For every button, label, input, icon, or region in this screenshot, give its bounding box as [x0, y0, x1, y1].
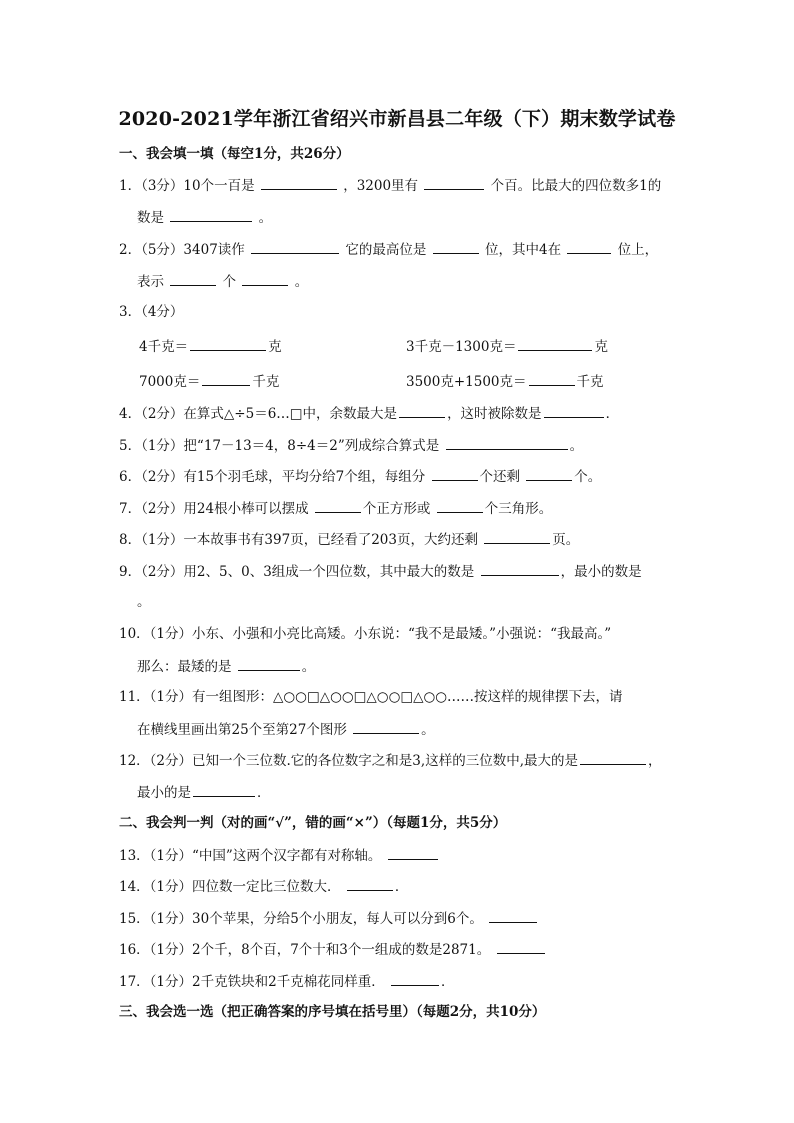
answer-blank[interactable]: [432, 468, 478, 481]
question-17: [119, 973, 455, 990]
question-text: 4千克＝: [139, 339, 189, 355]
question-text: 。: [258, 210, 273, 226]
question-text: 它的最高位是: [345, 242, 427, 258]
question-text: 。: [301, 659, 316, 675]
question-text: ，这时被除数是: [447, 406, 542, 422]
answer-blank[interactable]: [518, 338, 592, 351]
answer-blank[interactable]: [238, 658, 300, 671]
question-text: 2．（5分）3407读作: [119, 242, 245, 258]
question-text: 17．（1分）2千克铁块和2千克棉花同样重．: [119, 974, 385, 990]
question-1-line-1: [119, 177, 661, 194]
answer-blank[interactable]: [242, 273, 288, 286]
question-3-item-b: [406, 338, 608, 355]
answer-blank[interactable]: [347, 878, 393, 891]
question-text: 。: [569, 438, 584, 454]
question-1-line-2: [137, 209, 272, 226]
question-text: 。: [294, 274, 309, 290]
question-text: 个百。比最大的四位数多1的: [490, 178, 662, 194]
section-heading-2: 二、我会判一判（对的画“√”，错的画“×”）（每题1分，共5分）: [119, 815, 507, 831]
question-text: ．: [605, 406, 620, 422]
question-10-line-2: [137, 658, 315, 675]
question-3-item-d: [406, 373, 604, 390]
answer-blank[interactable]: [399, 405, 445, 418]
question-3-item-a: [139, 338, 282, 355]
question-15: [119, 910, 539, 927]
answer-blank[interactable]: [424, 177, 484, 190]
question-text: ，3200里有: [343, 178, 419, 194]
question-text: 5．（1分）把“17－13＝4，8÷4＝2”列成综合算式是: [119, 438, 440, 454]
answer-blank[interactable]: [580, 752, 646, 765]
answer-blank[interactable]: [391, 973, 439, 986]
question-16: [119, 941, 547, 958]
question-text: 个: [222, 274, 237, 290]
question-11-line-1: 11．（1分）有一组图形：△○○□△○○□△○○□△○○……按这样的规律摆下去，请: [119, 689, 623, 705]
question-text: ．: [441, 974, 455, 990]
question-text: 4．（2分）在算式△÷5＝6…□中，余数最大是: [119, 406, 398, 422]
answer-blank[interactable]: [497, 941, 545, 954]
question-text: 13．（1分）“中国”这两个汉字都有对称轴。: [119, 848, 382, 864]
answer-blank[interactable]: [489, 910, 537, 923]
question-text: 位，其中4在: [484, 242, 562, 258]
answer-blank[interactable]: [190, 338, 266, 351]
answer-blank[interactable]: [193, 784, 255, 797]
question-text: 7．（2分）用24根小棒可以摆成: [119, 501, 309, 517]
question-text: 个。: [574, 469, 602, 485]
answer-blank[interactable]: [567, 241, 611, 254]
question-text: ．: [257, 785, 271, 801]
answer-blank[interactable]: [481, 563, 559, 576]
question-text: 位上，: [617, 242, 659, 258]
answer-blank[interactable]: [433, 241, 479, 254]
question-3-item-c: [139, 373, 279, 390]
question-9-line-1: [119, 563, 642, 580]
question-text: 那么：最矮的是: [137, 659, 232, 675]
question-12-line-2: [137, 784, 271, 801]
question-text: 个还剩: [479, 469, 520, 485]
section-heading-3: 三、我会选一选（把正确答案的序号填在括号里）（每题2分，共10分）: [119, 1004, 546, 1020]
question-text: 最小的是: [137, 785, 191, 801]
question-12-line-1: [119, 752, 661, 769]
question-text: 3千克－1300克＝: [406, 339, 517, 355]
question-text: 6．（2分）有15个羽毛球，平均分给7个组，每组分: [119, 469, 426, 485]
answer-blank[interactable]: [437, 500, 483, 513]
question-text: 15．（1分）30个苹果，分给5个小朋友，每人可以分到6个。: [119, 911, 483, 927]
answer-blank[interactable]: [353, 721, 419, 734]
answer-blank[interactable]: [446, 437, 568, 450]
question-7: [119, 500, 552, 517]
question-3-header: 3．（4分）: [119, 304, 184, 320]
question-8: [119, 531, 579, 548]
question-text: 12．（2分）已知一个三位数.它的各位数字之和是3,这样的三位数中,最大的是: [119, 753, 578, 769]
question-text: 9．（2分）用2、5、0、3组成一个四位数，其中最大的数是: [119, 564, 475, 580]
question-text: 个正方形或: [362, 501, 431, 517]
question-text: 表示: [137, 274, 164, 290]
answer-blank[interactable]: [388, 847, 438, 860]
question-11-line-2: [137, 721, 435, 738]
question-10-line-1: 10．（1分）小东、小强和小亮比高矮。小东说：“我不是最矮。”小强说：“我最高。”: [119, 626, 612, 642]
answer-blank[interactable]: [261, 177, 337, 190]
question-text: 千克: [576, 374, 604, 390]
question-2-line-1: [119, 241, 658, 258]
answer-blank[interactable]: [170, 209, 252, 222]
question-6: [119, 468, 601, 485]
answer-blank[interactable]: [526, 468, 572, 481]
answer-blank[interactable]: [484, 531, 550, 544]
question-14: [119, 878, 408, 895]
question-text: 在横线里画出第25个至第27个图形: [137, 722, 347, 738]
question-2-line-2: [137, 273, 308, 290]
question-text: 个三角形。: [484, 501, 553, 517]
page-title: 2020-2021学年浙江省绍兴市新昌县二年级（下）期末数学试卷: [118, 108, 676, 130]
question-4: [119, 405, 619, 422]
question-text: 16．（1分）2个千，8个百，7个十和3个一组成的数是2871。: [119, 942, 491, 958]
answer-blank[interactable]: [202, 373, 250, 386]
question-5: [119, 437, 583, 454]
answer-blank[interactable]: [544, 405, 604, 418]
question-text: 千克: [252, 374, 280, 390]
answer-blank[interactable]: [315, 500, 361, 513]
question-text: 14．（1分）四位数一定比三位数大．: [119, 879, 341, 895]
question-text: 1．（3分）10个一百是: [119, 178, 255, 194]
question-text: 克: [268, 339, 282, 355]
question-text: 页。: [552, 532, 580, 548]
question-text: ，最小的数是: [560, 564, 642, 580]
question-9-line-2: 。: [137, 594, 151, 610]
question-text: ．: [394, 879, 409, 895]
question-text: 7000克＝: [139, 374, 201, 390]
question-text: 数是: [137, 210, 164, 226]
question-13: [119, 847, 440, 864]
answer-blank[interactable]: [529, 373, 575, 386]
answer-blank[interactable]: [170, 273, 216, 286]
question-text: 。: [421, 722, 435, 738]
question-text: ，: [647, 753, 662, 769]
section-heading-1: 一、我会填一填（每空1分，共26分）: [119, 146, 350, 162]
question-text: 3500克+1500克＝: [406, 374, 527, 390]
question-text: 克: [594, 339, 608, 355]
question-text: 8．（1分）一本故事书有397页，已经看了203页，大约还剩: [119, 532, 478, 548]
answer-blank[interactable]: [251, 241, 339, 254]
